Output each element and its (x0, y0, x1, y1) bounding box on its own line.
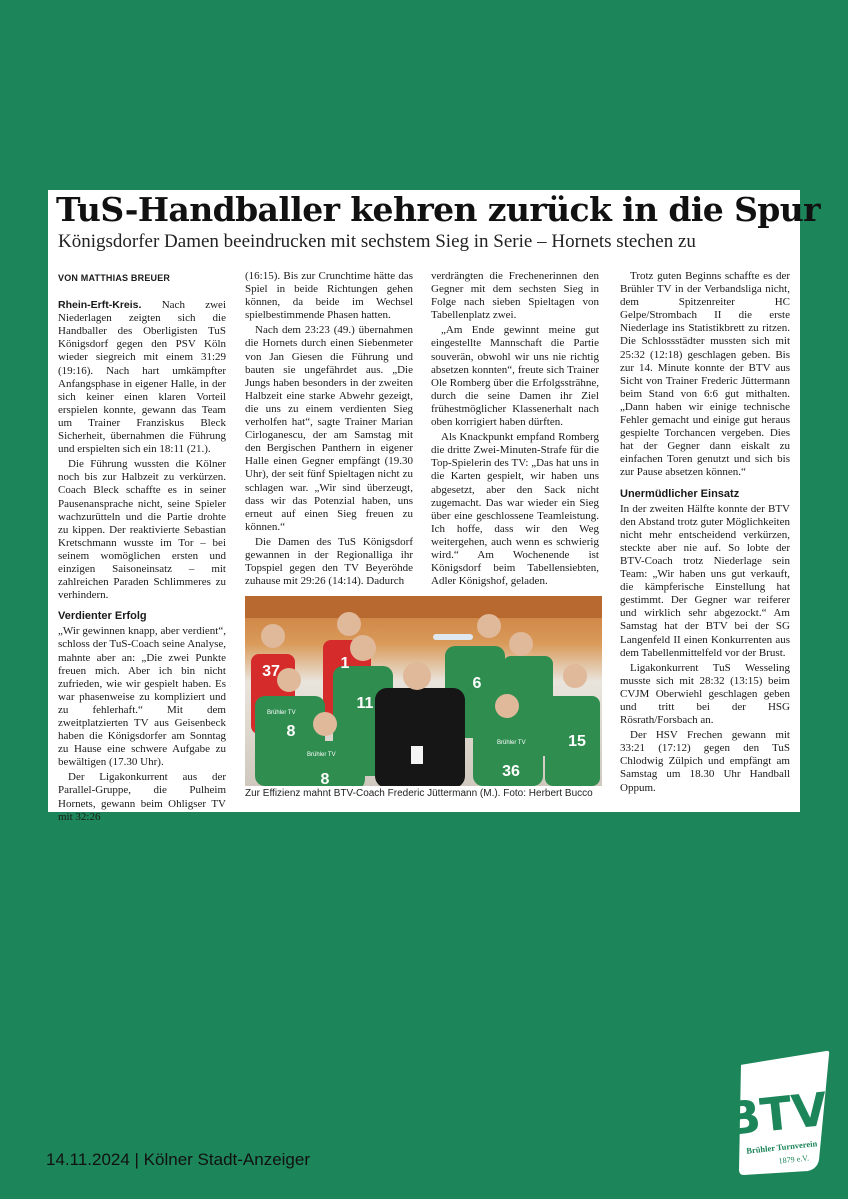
paragraph: Die Damen des TuS Königsdorf gewannen in der Regionalliga ihr Topspiel gegen den TV Beyeröhde zuhause mit 29:26 (14:14). Dadurch (245, 535, 413, 588)
logo-letters: BTV (734, 1081, 830, 1147)
btv-logo (734, 1046, 834, 1178)
team-photo-illustration (245, 596, 602, 786)
paragraph: Nach dem 23:23 (49.) übernahmen die Hornets durch einen Siebenmeter von Jan Giesen die Führung und bauten sie ungefährdet aus. „Die Jungs haben besonders in der zweiten Halbzeit eine starke Abwehr gezeigt, die uns zu einem verdienten Sieg verholfen hat“, sagte Trainer Marian Cirloganescu, der am Samstag mit den Bergischen Panthern in eigener Halle einen Gegner empfängt (19.30 Uhr), der seit fünf Spieltagen nicht zu schlagen war. „Wir sind überzeugt, dass wir das Potenzial haben, uns erneut auf einen Sieg freuen zu können.“ (245, 324, 413, 533)
team-photo (245, 596, 602, 786)
shirt-text: Brühler TV (497, 740, 526, 746)
paragraph-text: Nach zwei Niederlagen zeigten sich die Handballer des Oberligisten TuS Königsdorf gegen den PSV Köln wieder siegreich mit einem 31:29 (19:16). Nach hart umkämpfter Anfangsphase in eigener Halle, in der sich keiner einen klaren Vorteil erspielen konnte, gewann das Team um Trainer Franziskus Bleck Sicherheit, übernahmen die Führung und erspielten sich ein 18:11 (21.). (58, 299, 226, 456)
section-heading: Verdienter Erfolg (58, 610, 147, 623)
jersey-number: 8 (286, 723, 296, 740)
paragraph: (16:15). Bis zur Crunchtime hätte das Spiel in beide Richtungen gehen können, da beide im Wechsel spielbestimmende Phasen hatten. (245, 270, 413, 322)
dateline: Rhein-Erft-Kreis. (58, 299, 142, 312)
paragraph: Ligakonkurrent TuS Wesseling musste sich mit 28:32 (13:15) beim CVJM Oberwiehl geschlagen geben und tritt bei der HSG Rösrath/Forsbach an. (620, 661, 790, 727)
paragraph: Der HSV Frechen gewann mit 33:21 (17:12) gegen den TuS Chlodwig Zülpich und empfängt am Samstag um 18.30 Uhr Handball Oppum. (620, 729, 790, 794)
jersey-number: 15 (568, 733, 586, 750)
jersey-number: 8 (320, 771, 330, 786)
paragraph: „Am Ende gewinnt meine gut eingestellte Mannschaft die Partie souverän, obwohl wir uns nie richtig absetzen konnten“, freute sich Trainer Ole Romberg über die Erfolgssträhne, durch die seine Damen ihr Ziel frühestmöglicher Klassenerhalt nach oben korrigiert haben dürften. (431, 324, 599, 429)
article-column-4 (620, 270, 790, 797)
paragraph: Als Knackpunkt empfand Romberg die dritte Zwei-Minuten-Strafe für die Top-Spielerin des TV: „Das hat uns in die Karten gespielt, wir haben uns abgesetzt, aber den Sack nicht zugemacht. Das war wieder ein Sieg über eine geschlossene Teamleistung. Ich hoffe, dass wir den Weg weitergehen, auch wenn es schwierig wird.“ Am Wochenende ist Königsdorf beim Tabellensiebten, Adler Königshof, geladen. (431, 431, 599, 588)
jersey-number: 6 (472, 675, 482, 692)
paragraph: Die Führung wussten die Kölner noch bis zur Halbzeit zu verkürzen. Coach Bleck schaffte es in seiner Pausenansprache nicht, seine Spieler wachzurütteln und die Partie drohte zu kippen. Der reaktivierte Sebastian Kretschmann wusste im Tor – bei seinem womöglichen ersten und einzigen Saisoneinsatz – mit zahlreichen Paraden Schlimmeres zu verhindern. (58, 458, 226, 602)
article-headline: TuS-Handballer kehren zurück in die Spur (56, 190, 820, 229)
source-footer: 14.11.2024 | Kölner Stadt-Anzeiger (46, 1150, 310, 1169)
btv-logo-mark (734, 1046, 834, 1178)
article-subheadline: Königsdorfer Damen beeindrucken mit sechstem Sieg in Serie – Hornets stechen zu (58, 231, 696, 252)
jersey-number: 37 (262, 663, 280, 680)
article-byline: VON MATTHIAS BREUER (58, 273, 171, 283)
paragraph: In der zweiten Hälfte konnte der BTV den Abstand trotz guter Möglichkeiten nicht mehr entscheidend verkürzen, steckte aber nie auf. So lobte der BTV-Coach trotz Niederlage sein Team: „Wir haben uns gut verkauft, die kämpferische Einstellung hat gestimmt. Der Gegner war reiferer und wirklich sehr abgezockt.“ Am Samstag hat der BTV bei der SG Langenfeld II einen Konkurrenten aus dem Tabellenmittelfeld vor der Brust. (620, 502, 790, 659)
jersey-number: 36 (502, 763, 520, 780)
paragraph (58, 299, 226, 456)
article-column-1 (58, 270, 226, 826)
article-column-3 (431, 270, 599, 590)
section-heading: Unermüdlicher Einsatz (620, 487, 740, 500)
logo-text: Brühler Turnverein (745, 1138, 818, 1156)
shirt-text: Brühler TV (267, 710, 296, 716)
paragraph: verdrängten die Frechenerinnen den Gegner mit dem sechsten Sieg in Folge nach sieben Spieltagen von Tabellenplatz zwei. (431, 270, 599, 322)
jersey-number: 11 (356, 695, 374, 712)
logo-year: 1879 e.V. (778, 1153, 810, 1166)
newspaper-clipping (48, 190, 820, 823)
shirt-text: Brühler TV (307, 752, 336, 758)
article-column-2 (245, 270, 413, 590)
jersey-number: 1 (340, 655, 350, 672)
paragraph: Der Ligakonkurrent aus der Parallel-Gruppe, die Pulheim Hornets, gewann beim Ohligser TV mit 32:26 (58, 771, 226, 823)
paragraph: Trotz guten Beginns schaffte es der Brühler TV in der Verbandsliga nicht, dem Spitzenreiter HC Gelpe/Strombach II die erste Niederlage ins Statistikbrett zu ritzen. Die Schlossstädter mussten sich mit 25:32 (12:18) geschlagen geben. Bis zur 14. Minute konnte der BTV aus Sicht von Trainer Frederic Jüttermann beim Stand von 6:6 gut mithalten. „Dann haben wir einige technische Fehler gemacht und einige gut heraus gespielte Torchancen vergeben. Dies hat der Gegner dann eiskalt zu einfachen Toren genutzt und sich bis zur Pause absetzen können.“ (620, 270, 790, 479)
photo-caption: Zur Effizienz mahnt BTV-Coach Frederic Jüttermann (M.). Foto: Herbert Bucco (245, 788, 593, 799)
paragraph: „Wir gewinnen knapp, aber verdient“, schloss der TuS-Coach seine Analyse, mahnte aber an: „Die zwei Punkte freuen mich. Aber ich bin nicht zufrieden, wie wir gespielt haben. Es war phasenweise zu kompliziert und zu fehlerhaft.“ Mit dem zweitplatzierten TV aus Geisenbeck haben die Königsdorfer am Sonntag zu Hause eine schwere Aufgabe zu bewältigen (17.30 Uhr). (58, 625, 226, 769)
